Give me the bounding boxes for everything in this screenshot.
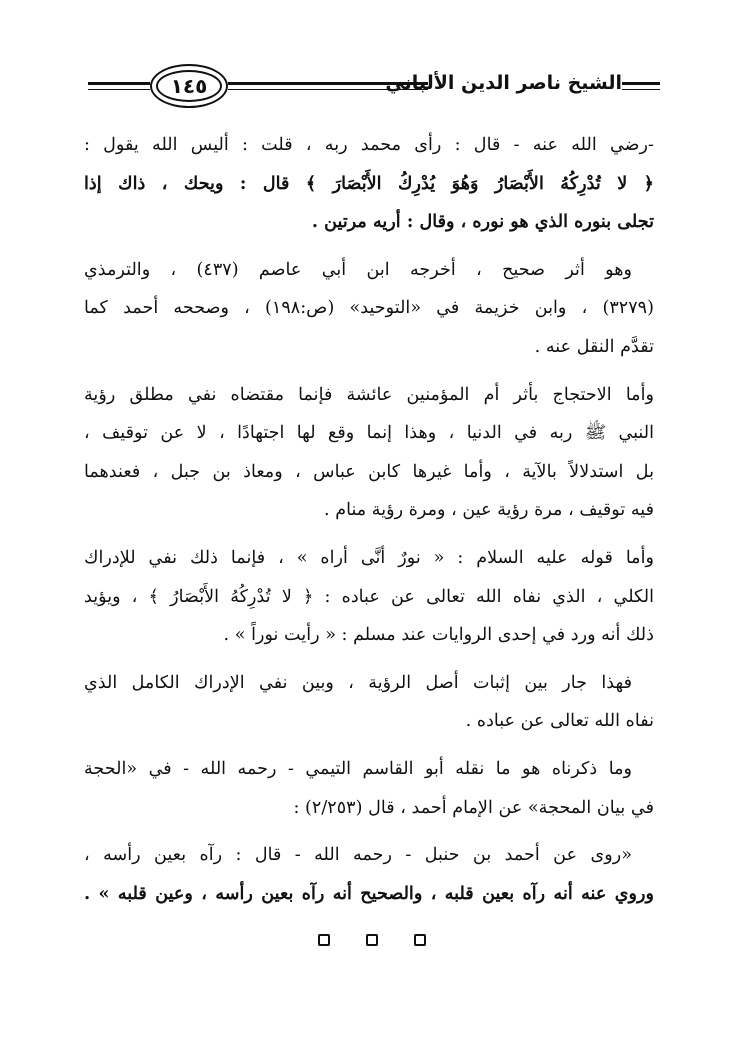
text-line: (٣٢٧٩) ، وابن خزيمة في «التوحيد» (ص:١٩٨) ، وصححه أحمد كما [84, 298, 654, 319]
page-header [88, 58, 660, 116]
text-line: «روى عن أحمد بن حنبل - رحمه الله - قال : رآه بعين رأسه ، [84, 845, 632, 866]
text-line: فهذا جار بين إثبات أصل الرؤية ، وبين نفي الإدراك الكامل الذي [84, 672, 632, 693]
paragraph [84, 251, 654, 367]
square-ornament-icon [318, 934, 330, 946]
paragraph [84, 539, 654, 655]
body-text [84, 126, 654, 913]
paragraph [84, 664, 654, 741]
text-line: ﴿ لا تُدْرِكُهُ الأَبْصَارُ وَهُوَ يُدْرِكُ الأَبْصَارَ ﴾ قال : ويحك ، ذاك إذا [84, 172, 654, 194]
paragraph [84, 126, 654, 242]
text-line: تقدَّم النقل عنه . [534, 336, 654, 357]
square-ornament-icon [414, 934, 426, 946]
text-line: -رضي الله عنه - قال : رأى محمد ربه ، قلت : أليس الله يقول : [84, 135, 654, 155]
header-rule [622, 89, 660, 90]
text-line: وأما الاحتجاج بأثر أم المؤمنين عائشة فإنما مقتضاه نفي مطلق رؤية [84, 384, 654, 405]
header-rule [88, 82, 150, 85]
text-line: تجلى بنوره الذي هو نوره ، وقال : أريه مرتين . [311, 211, 654, 233]
header-rule [88, 89, 150, 90]
text-line: ذلك أنه ورد في إحدى الروايات عند مسلم : « رأيت نوراً » . [223, 625, 654, 646]
text-line: نفاه الله تعالى عن عباده . [465, 711, 654, 732]
text-line: النبي ﷺ ربه في الدنيا ، وهذا إنما وقع لها اجتهادًا ، لا عن توقيف ، [84, 423, 654, 444]
paragraph [84, 376, 654, 530]
text-line: في بيان المحجة» عن الإمام أحمد ، قال (٢/٢٥٣) : [293, 797, 654, 818]
page-footer-ornament [318, 930, 426, 950]
text-line: فيه توقيف ، مرة رؤية عين ، ومرة رؤية منام . [324, 500, 654, 521]
text-line: وهو أثر صحيح ، أخرجه ابن أبي عاصم (٤٣٧) ، والترمذي [84, 259, 633, 280]
paragraph [84, 836, 654, 913]
page-number: ١٤٥ [156, 70, 222, 102]
text-line: وروي عنه أنه رآه بعين قلبه ، والصحيح أنه رآه بعين رأسه ، وعين قلبه » . [84, 882, 654, 904]
square-ornament-icon [366, 934, 378, 946]
text-line: وأما قوله عليه السلام : « نورٌ أنَّى أراه » ، فإنما ذلك نفي للإدراك [84, 547, 654, 568]
text-line: الكلي ، الذي نفاه الله تعالى عن عباده : ﴿ لا تُدْرِكُهُ الأَبْصَارُ ﴾ ، ويؤيد [84, 586, 654, 607]
paragraph [84, 750, 654, 827]
header-rule [622, 82, 660, 85]
text-line: بل استدلالاً بالآية ، وأما غيرها كابن عباس ، ومعاذ بن جبل ، فعندهما [84, 461, 654, 482]
page-number-oval [150, 64, 228, 108]
text-line: وما ذكرناه هو ما نقله أبو القاسم التيمي - رحمه الله - في «الحجة [84, 758, 632, 779]
running-title: الشيخ ناصر الدين الألباني [385, 72, 622, 94]
